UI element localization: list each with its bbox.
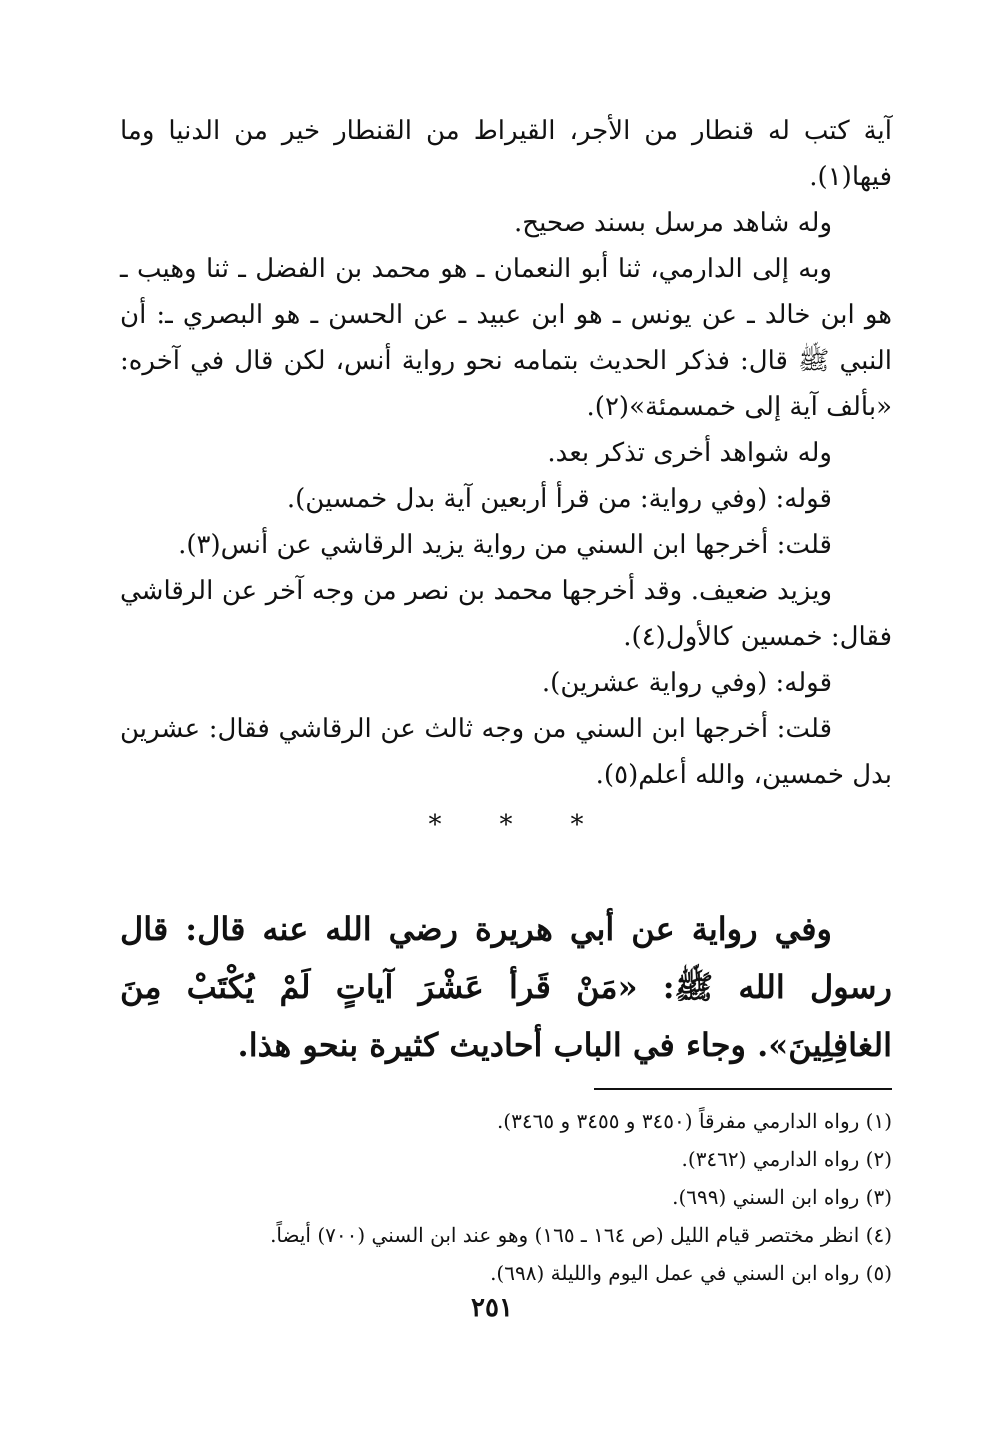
commentary-section	[120, 108, 892, 798]
section-separator	[120, 810, 892, 840]
footnote-divider	[594, 1088, 892, 1090]
paragraph-other-witnesses: وله شواهد أخرى تذكر بعد.	[547, 438, 832, 468]
footnote-3: (٣) رواه ابن السني (٦٩٩).	[672, 1185, 892, 1209]
page-body	[120, 108, 892, 1292]
page-number: ٢٥١	[471, 1293, 513, 1323]
separator-star: *	[570, 810, 584, 840]
paragraph-twenty-verses: قوله: (وفي رواية عشرين).	[541, 668, 832, 698]
paragraph-mursal-witness: وله شاهد مرسل بسند صحيح.	[514, 208, 832, 238]
paragraph-third-route: قلت: أخرجها ابن السني من وجه ثالث عن الرقاشي فقال: عشرين بدل خمسين، والله أعلم(٥).	[120, 714, 892, 790]
paragraph-yazid-weak: ويزيد ضعيف. وقد أخرجها محمد بن نصر من وجه آخر عن الرقاشي فقال: خمسين كالأول(٤).	[120, 576, 892, 652]
footnote-2: (٢) رواه الدارمي (٣٤٦٢).	[681, 1147, 892, 1171]
paragraph-ibn-sunni-anas: قلت: أخرجها ابن السني من رواية يزيد الرقاشي عن أنس(٣).	[178, 530, 832, 560]
paragraph-forty-verses: قوله: (وفي رواية: من قرأ أربعين آية بدل خمسين).	[286, 484, 832, 514]
paragraph-continuation: آية كتب له قنطار من الأجر، القيراط من القنطار خير من الدنيا وما فيها(١).	[120, 116, 892, 192]
footnote-4: (٤) انظر مختصر قيام الليل (ص ١٦٤ ـ ١٦٥) وهو عند ابن السني (٧٠٠) أيضاً.	[270, 1223, 892, 1247]
footnote-5: (٥) رواه ابن السني في عمل اليوم والليلة (٦٩٨).	[490, 1261, 892, 1285]
separator-star: *	[428, 810, 442, 840]
paragraph-darimi-chain: وبه إلى الدارمي، ثنا أبو النعمان ـ هو محمد بن الفضل ـ ثنا وهيب ـ هو ابن خالد ـ عن يونس ـ هو ابن عبيد ـ عن الحسن ـ هو البصري ـ: أن النبي ﷺ قال: فذكر الحديث بتمامه نحو رواية أنس، لكن قال في آخره: «بألف آية إلى خمسمئة»(٢).	[120, 254, 892, 422]
footnote-1: (١) رواه الدارمي مفرقاً (٣٤٥٠ و ٣٤٥٥ و ٣٤٦٥).	[496, 1109, 892, 1133]
main-text-hadith: وفي رواية عن أبي هريرة رضي الله عنه قال: قال رسول الله ﷺ: «مَنْ قَرأ عَشْرَ آياتٍ لَمْ يُكْتَبْ مِنَ الغافِلِينَ». وجاء في الباب أحاديث كثيرة بنحو هذا.	[120, 910, 893, 1064]
separator-star: *	[499, 810, 513, 840]
footnotes	[120, 1102, 892, 1292]
